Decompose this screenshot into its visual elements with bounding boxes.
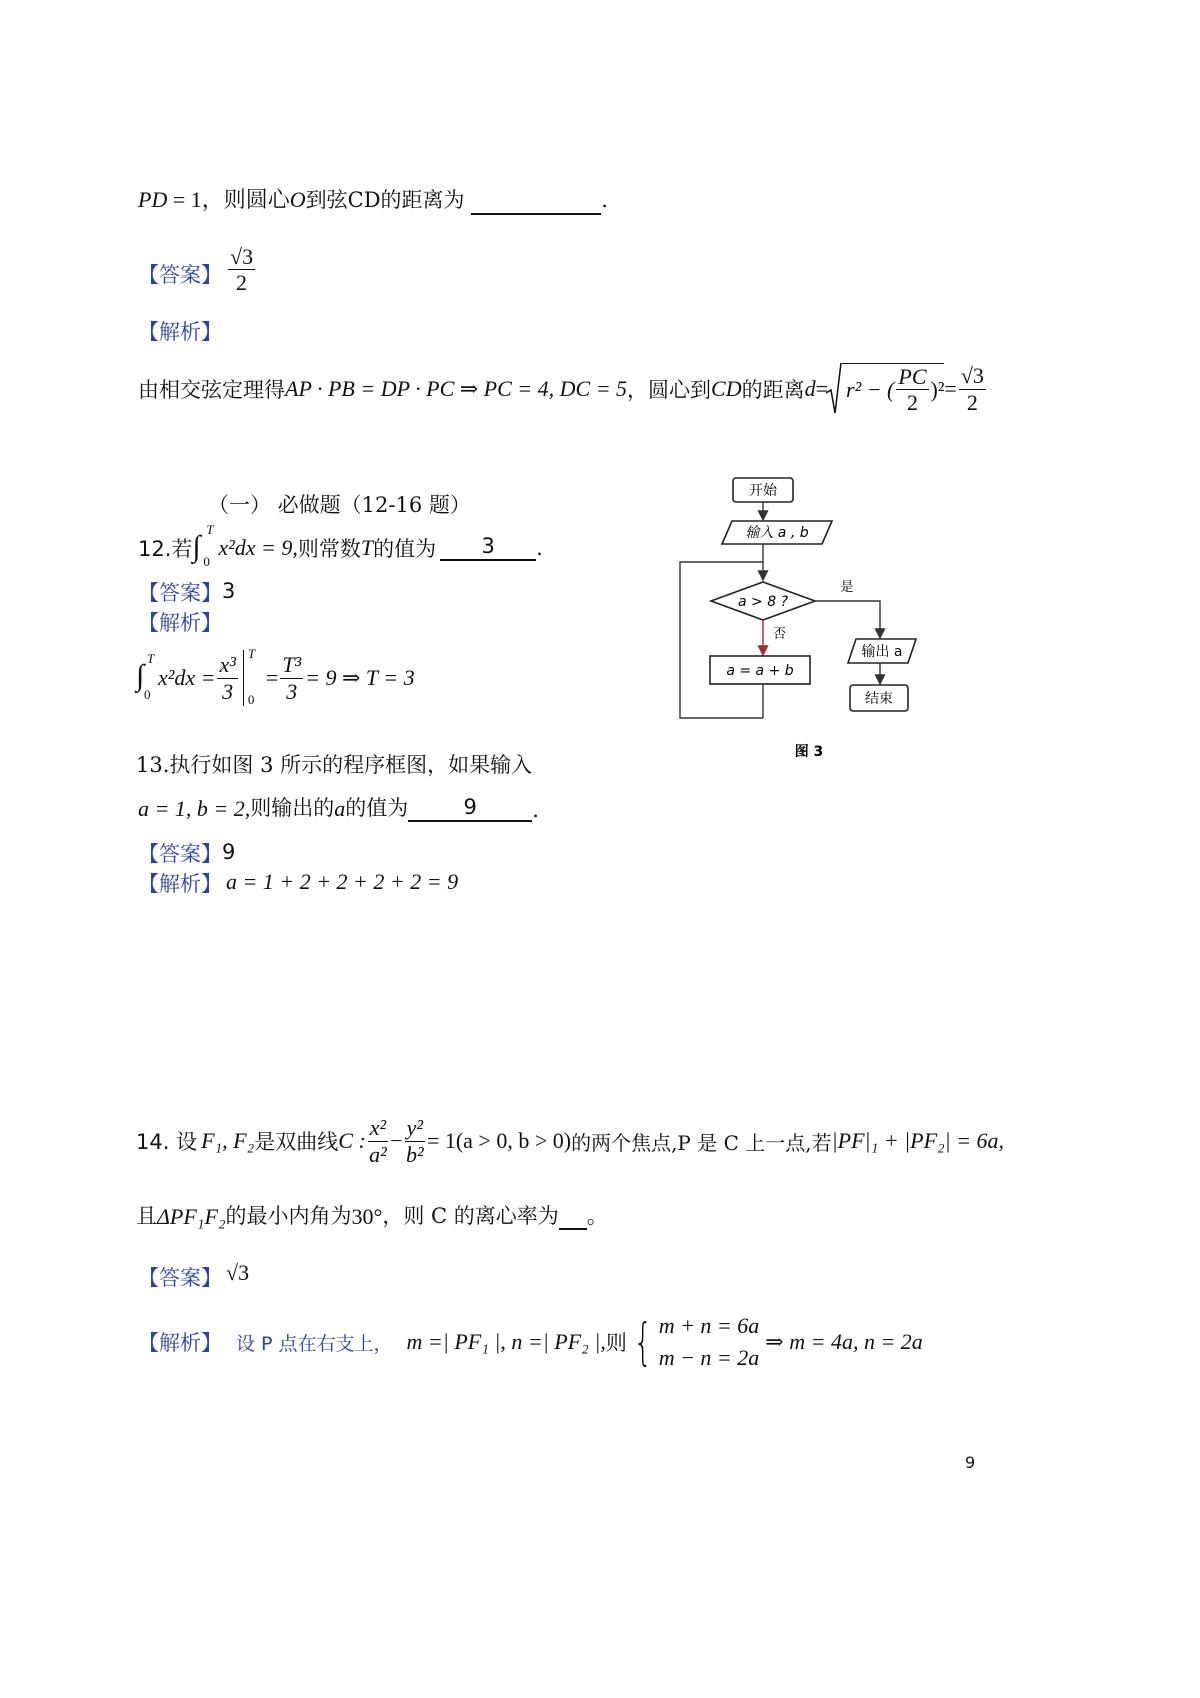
q12-answer: 3	[222, 579, 236, 603]
q14-answer-label: 【答案】	[138, 1266, 222, 1290]
q14-triangle: ΔPF₁F₂	[157, 1204, 226, 1229]
q11-blank	[471, 190, 601, 215]
flowchart-yes-label: 是	[840, 580, 854, 595]
q11-rest: 到弦CD的距离为	[305, 188, 465, 212]
q14-end: 。	[586, 1204, 608, 1228]
q11-analysis-text2: ，圆心到	[627, 378, 712, 402]
q12-solution	[136, 648, 415, 708]
q14-line2-c: ，则 C 的离心率为	[382, 1204, 559, 1228]
q14-analysis-text: 设 P 点在右支上，	[236, 1332, 393, 1355]
q12-sol-integral	[136, 653, 158, 703]
flowchart-caption: 图 3	[794, 744, 824, 760]
q12-sol-rest: = 9 ⇒ T = 3	[305, 665, 415, 690]
flowchart-loop-line	[680, 562, 763, 718]
q12-integral	[192, 522, 218, 569]
q11-analysis-line	[138, 362, 988, 416]
q14-question-line1	[136, 1113, 1004, 1169]
q11-pc: PC	[898, 363, 927, 389]
q13-text: 则输出的	[250, 796, 335, 820]
q14-minus: −	[390, 1128, 403, 1153]
q14-system	[659, 1310, 760, 1374]
q11-sqrt-expr	[842, 363, 944, 416]
q12-sol-lower: 0	[144, 687, 151, 702]
q14-question-line2	[136, 1200, 608, 1230]
q13-end: .	[532, 798, 539, 822]
q11-o: O	[289, 187, 306, 212]
q14-degree: 30°	[351, 1204, 383, 1229]
q12-integral-sign: ∫	[192, 530, 201, 563]
q14-c: C :	[338, 1128, 366, 1153]
q11-answer-numerator: √3	[230, 244, 254, 269]
flowchart-figure	[660, 470, 960, 770]
q13-question-line2	[138, 792, 539, 822]
q14-line2-a: 且	[136, 1204, 157, 1228]
q11-result-denominator: 2	[966, 389, 978, 415]
q14-y2: y²	[406, 1115, 423, 1141]
q14-system-eq2: m − n = 2a	[658, 1345, 760, 1370]
q12-sol-eval-bar	[243, 646, 266, 707]
flowchart-output-label: 输出 a	[861, 644, 903, 660]
q11-question-line	[138, 183, 608, 215]
q12-answer-label: 【答案】	[138, 581, 222, 605]
q13-question-line1: 13.执行如图 3 所示的程序框图，如果输入	[136, 753, 533, 777]
q12-sol-frac2-den: 3	[286, 678, 298, 704]
q12-t: T	[360, 535, 374, 560]
q11-analysis-expr1: AP · PB = DP · PC ⇒ PC = 4, DC = 5	[285, 376, 628, 401]
q14-answer: √3	[226, 1260, 250, 1285]
flowchart-assign-label: a = a + b	[726, 663, 794, 679]
q12-sol-integrand: x²dx =	[158, 665, 216, 690]
q12-after: 的值为	[373, 537, 437, 561]
q12-sol-bar-upper: T	[247, 646, 256, 661]
q14-analysis-line	[138, 1313, 923, 1371]
flowchart-input-label: 输入 a , b	[745, 525, 809, 541]
q11-end: .	[601, 188, 608, 212]
q14-blank	[559, 1205, 587, 1230]
q13-blank: 9	[408, 797, 532, 822]
q14-analysis-label: 【解析】	[138, 1331, 222, 1355]
q14-prefix: 14. 设	[136, 1130, 198, 1154]
q14-system-eq1: m + n = 6a	[658, 1313, 760, 1339]
q13-analysis: a = 1 + 2 + 2 + 2 + 2 = 9	[226, 869, 459, 894]
q12-question-line	[138, 522, 543, 569]
flowchart-yes-arrow	[815, 601, 880, 638]
q13-answer-label: 【答案】	[138, 842, 222, 866]
q12-sol-frac2-num: T³	[282, 652, 302, 678]
q14-t2: 的两个焦点,P 是 C 上一点,若	[571, 1130, 832, 1155]
q11-analysis-label: 【解析】	[138, 320, 222, 344]
q14-t1: 是双曲线	[254, 1130, 339, 1154]
q14-result: ⇒ m = 4a, n = 2a	[765, 1329, 923, 1354]
q11-analysis-text3: 的距离	[741, 378, 805, 402]
q11-analysis-text1: 由相交弦定理得	[138, 378, 285, 402]
q12-prefix: 12.若	[138, 537, 193, 561]
q14-eq: = 1(a > 0, b > 0)	[426, 1128, 572, 1153]
q12-middle: 则常数	[297, 537, 361, 561]
q11-analysis-cd: CD	[711, 376, 742, 401]
q14-analysis-expr: m =| PF₁ |, n =| PF₂ |,	[406, 1329, 606, 1354]
q14-x2: x²	[369, 1115, 387, 1141]
q11-answer-fraction	[226, 244, 257, 296]
q14-f12: F₁, F₂	[201, 1128, 255, 1153]
q13-analysis-label: 【解析】	[138, 872, 222, 896]
q11-analysis-eq: =	[815, 376, 829, 401]
flowchart-start-label: 开始	[749, 483, 777, 499]
q13-answer: 9	[222, 840, 236, 864]
q12-sol-frac-num: x³	[219, 652, 236, 678]
q12-sol-bar-lower: 0	[247, 692, 255, 707]
q11-result-numerator: √3	[960, 363, 984, 389]
q11-analysis-eq2: =	[944, 376, 957, 401]
page-number: 9	[965, 1453, 976, 1472]
q11-answer-label: 【答案】	[138, 263, 222, 287]
q12-sol-frac-den: 3	[222, 678, 234, 704]
q13-a: a	[334, 796, 346, 821]
q12-integral-upper: T	[206, 522, 214, 537]
flowchart-no-label: 否	[773, 627, 787, 642]
q11-two: 2	[906, 390, 918, 415]
q14-brace: {	[633, 1313, 653, 1371]
q11-sqrt-sign	[826, 363, 842, 415]
q12-sol-integral-sign: ∫	[136, 659, 145, 692]
flowchart-decision-label: a > 8 ?	[738, 594, 788, 610]
q11-close: )²	[930, 376, 945, 402]
q11-eq: = 1，则圆心	[167, 187, 290, 212]
q12-integral-lower: 0	[203, 554, 210, 569]
q11-pd: PD	[138, 187, 168, 212]
q13-expr: a = 1, b = 2,	[138, 796, 251, 821]
q13-after: 的值为	[345, 796, 409, 820]
q12-blank: 3	[440, 536, 536, 561]
q12-integrand: x²dx = 9,	[218, 535, 298, 560]
q12-end: .	[536, 536, 543, 560]
q14-line2-b: 的最小内角为	[225, 1204, 352, 1228]
q14-abs: |PF|₁ + |PF₂| = 6a,	[831, 1128, 1005, 1153]
q14-analysis-then: 则	[605, 1331, 627, 1355]
q14-b2: b²	[405, 1141, 424, 1167]
flowchart-end-label: 结束	[865, 691, 893, 707]
q11-answer-denominator: 2	[236, 270, 248, 296]
q11-analysis-d: d	[804, 376, 816, 401]
q12-sol-eq: =	[265, 665, 279, 690]
section-title: （一） 必做题（12-16 题）	[208, 493, 471, 517]
q12-sol-upper: T	[147, 651, 155, 666]
q11-r2: r² − (	[846, 376, 895, 402]
q14-a2: a²	[369, 1141, 387, 1167]
q12-analysis-label: 【解析】	[138, 611, 222, 635]
